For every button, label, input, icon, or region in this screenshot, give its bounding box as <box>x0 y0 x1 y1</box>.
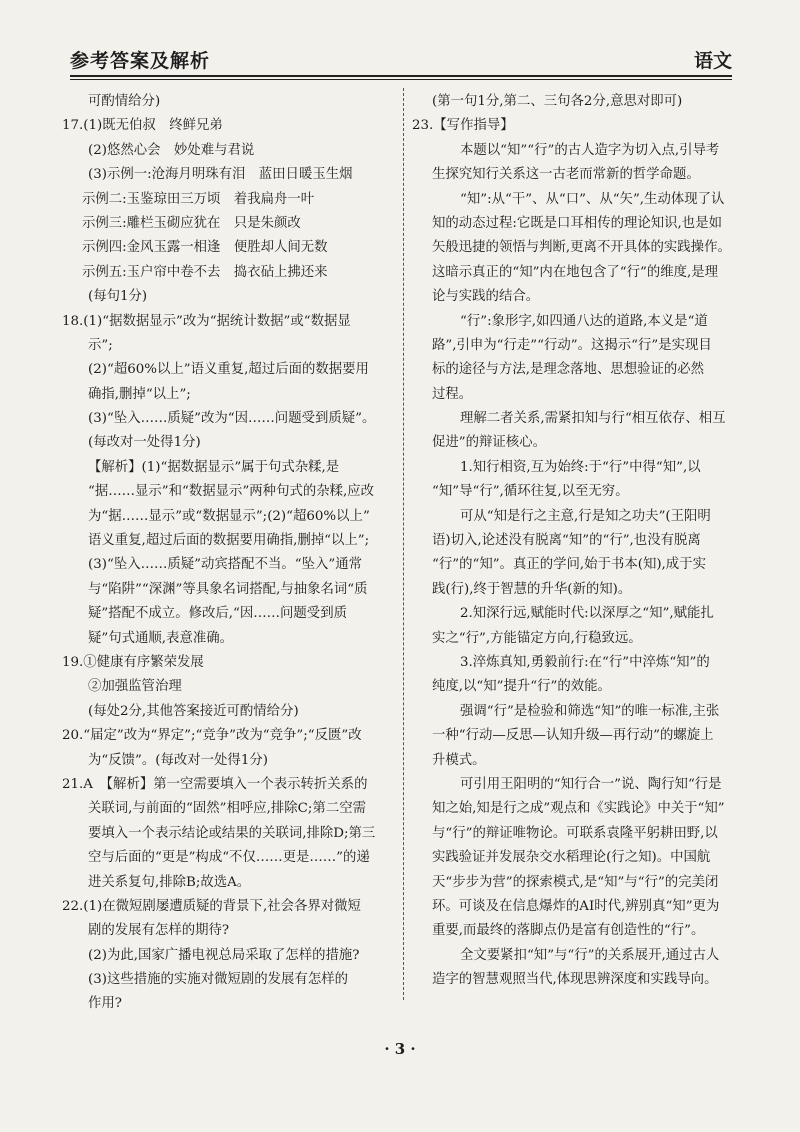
text-line: 理解二者关系,需紧扣知与行“相互依存、相互 <box>460 411 726 427</box>
text-line: 环。可谈及在信息爆炸的AI时代,辨别真“知”更为 <box>432 898 720 914</box>
text-line: 造字的智慧观照当代,体现思辨深度和实践导向。 <box>432 972 718 988</box>
text-line: (每处2分,其他答案接近可酌情给分) <box>88 703 299 719</box>
text-line: 路”,引申为“行走”“行动”。这揭示“行”是实现目 <box>432 337 712 353</box>
text-line: 示”; <box>88 337 113 353</box>
header-title: 参考答案及解析 <box>70 50 211 72</box>
text-line: 可引用王阳明的“知行合一”说、陶行知“行是 <box>460 776 722 792</box>
text-line: 过程。 <box>432 386 473 402</box>
page-header <box>70 40 732 76</box>
text-line: 可从“知是行之主意,行是知之功夫”(王阳明 <box>460 508 711 524</box>
header-rule-thick <box>70 75 732 77</box>
text-line: 20.“届定”改为“界定”;“竞争”改为“竞争”;“反匮”改 <box>62 728 362 744</box>
header-rule-thin <box>70 79 732 80</box>
text-line: 空与后面的“更是”构成“不仅……更是……”的递 <box>88 850 370 866</box>
text-line: 促进”的辩证核心。 <box>432 435 546 451</box>
text-line: 践(行),终于智慧的升华(新的知)。 <box>432 581 632 597</box>
text-line: 矢般迅捷的领悟与判断,更离不开具体的实践操作。 <box>432 240 731 256</box>
text-line: (3)示例一:沧海月明珠有泪 蓝田日暖玉生烟 <box>88 167 353 183</box>
text-line: 实之“行”,方能锚定方向,行稳致远。 <box>432 630 642 646</box>
text-line: 1.知行相资,互为始终:于“行”中得“知”,以 <box>460 459 701 475</box>
text-line: 与“行”的辩证唯物论。可联系袁隆平躬耕田野,以 <box>432 825 718 841</box>
text-line: 2.知深行远,赋能时代:以深厚之“知”,赋能扎 <box>460 606 714 622</box>
text-line: 3.淬炼真知,勇毅前行:在“行”中淬炼“知”的 <box>460 654 710 670</box>
text-line: 语)切入,论述没有脱离“知”的“行”,也没有脱离 <box>432 533 701 549</box>
text-line: 确指,删掉“以上”; <box>88 386 191 402</box>
text-line: 标的途径与方法,是理念落地、思想验证的必然 <box>432 362 705 378</box>
text-line: (2)“超60%以上”语义重复,超过后面的数据要用 <box>88 362 369 378</box>
text-line: (2)悠然心会 妙处难与君说 <box>88 142 255 158</box>
text-line: 强调“行”是检验和筛选“知”的唯一标准,主张 <box>460 703 720 719</box>
text-line: 天“步步为营”的探索模式,是“知”与“行”的完美闭 <box>432 874 719 890</box>
text-line: 全文要紧扣“知”与“行”的关系展开,通过古人 <box>460 947 720 963</box>
text-line: 23.【写作指导】 <box>412 118 514 134</box>
right-column <box>412 90 742 992</box>
text-line: 关联词,与前面的“固然”相呼应,排除C;第二空需 <box>88 801 366 817</box>
text-line: (3)这些措施的实施对微短剧的发展有怎样的 <box>88 972 348 988</box>
text-line: 知之始,知是行之成”观点和《实践论》中关于“知” <box>432 801 725 817</box>
text-line: 21.A 【解析】第一空需要填入一个表示转折关系的 <box>62 776 368 792</box>
text-line: “知”:从“干”、从“口”、从“矢”,生动体现了认 <box>460 191 725 207</box>
text-line: 一种“行动—反思—认知升级—再行动”的螺旋上 <box>432 728 714 744</box>
text-line: 作用? <box>88 996 122 1012</box>
text-line: 与“陷阱”“深渊”等具象名词搭配,与抽象名词“质 <box>88 581 368 597</box>
text-line: (3)“坠入……质疑”动宾搭配不当。“坠入”通常 <box>88 557 362 573</box>
text-line: 这暗示真正的“知”内在地包含了“行”的维度,是理 <box>432 264 719 280</box>
column-divider <box>403 88 404 1000</box>
text-line: 剧的发展有怎样的期待? <box>88 923 230 939</box>
text-line: (2)为此,国家广播电视总局采取了怎样的措施? <box>88 947 360 963</box>
text-line: 实践验证并发展杂交水稻理论(行之知)。中国航 <box>432 850 711 866</box>
text-line: “知”导“行”,循环往复,以至无穷。 <box>432 484 629 500</box>
text-line: 17.(1)既无伯叔 终鲜兄弟 <box>62 118 223 134</box>
text-line: 可酌情给分) <box>88 94 161 109</box>
text-line: 示例四:金风玉露一相逢 便胜却人间无数 <box>82 240 328 256</box>
text-line: 示例三:雕栏玉砌应犹在 只是朱颜改 <box>82 215 301 231</box>
text-line: (第一句1分,第二、三句各2分,意思对即可) <box>432 94 683 109</box>
text-line: (3)“坠入……质疑”改为“因……问题受到质疑”。 <box>88 411 376 427</box>
text-line: (每改对一处得1分) <box>88 435 201 451</box>
text-line: 进关系复句,排除B;故选A。 <box>88 874 251 890</box>
text-line: 生探究知行关系这一古老而常新的哲学命题。 <box>432 167 700 183</box>
text-line: 本题以“知”“行”的古人造字为切入点,引导考 <box>460 142 720 158</box>
text-line: “行”:象形字,如四通八达的道路,本义是“道 <box>460 313 708 329</box>
text-line: “据……显示”和“数据显示”两种句式的杂糅,应改 <box>88 484 375 500</box>
text-line: 【解析】(1)“据数据显示”属于句式杂糅,是 <box>88 459 340 475</box>
header-subject: 语文 <box>693 50 732 72</box>
text-line: 22.(1)在微短剧屡遭质疑的背景下,社会各界对微短 <box>62 898 361 914</box>
text-line: 纯度,以“知”提升“行”的效能。 <box>432 679 611 695</box>
page-number: · 3 · <box>384 1040 416 1058</box>
text-line: ②加强监管治理 <box>88 679 182 695</box>
text-line: 18.(1)“据数据显示”改为“据统计数据”或“数据显 <box>62 313 351 329</box>
text-line: 知的动态过程:它既是口耳相传的理论知识,也是如 <box>432 215 722 231</box>
text-line: (每句1分) <box>88 289 148 305</box>
text-line: 语义重复,超过后面的数据要用确指,删掉“以上”; <box>88 533 370 549</box>
text-line: 疑”搭配不成立。修改后,“因……问题受到质 <box>88 606 347 622</box>
text-line: 论与实践的结合。 <box>432 289 540 305</box>
text-line: 升模式。 <box>432 752 486 768</box>
text-line: 疑”句式通顺,表意准确。 <box>88 630 234 646</box>
text-line: 19.①健康有序繁荣发展 <box>62 654 204 670</box>
left-column <box>62 90 392 1017</box>
text-line: 示例二:玉鉴琼田三万顷 着我扁舟一叶 <box>82 191 315 207</box>
text-line: 示例五:玉户帘中卷不去 捣衣砧上拂还来 <box>82 264 328 280</box>
text-line: 重要,而最终的落脚点仍是富有创造性的“行”。 <box>432 923 705 939</box>
text-line: 为“反馈”。(每改对一处得1分) <box>88 752 268 768</box>
text-line: “行”的“知”。真正的学问,始于书本(知),成于实 <box>432 557 706 573</box>
text-line: 为“据……显示”或“数据显示”;(2)“超60%以上” <box>88 508 370 524</box>
text-line: 要填入一个表示结论或结果的关联词,排除D;第三 <box>88 825 376 841</box>
